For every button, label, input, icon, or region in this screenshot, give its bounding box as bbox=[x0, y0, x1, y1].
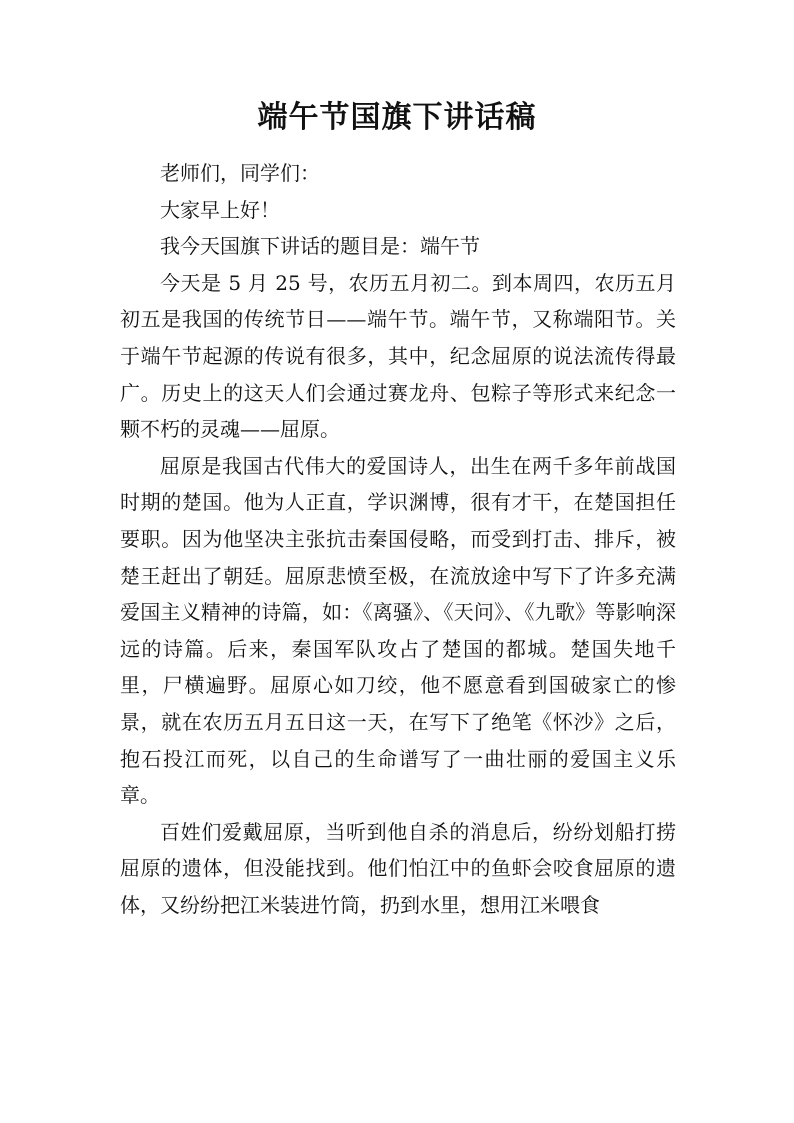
greeting-paragraph: 大家早上好！ bbox=[160, 197, 280, 222]
page-title: 端午节国旗下讲话稿 bbox=[257, 100, 537, 135]
document-body bbox=[120, 155, 676, 923]
topic-paragraph: 我今天国旗下讲话的题目是：端午节 bbox=[160, 234, 480, 259]
salutation-paragraph: 老师们，同学们： bbox=[160, 161, 320, 185]
quyuan-paragraph: 屈原是我国古代伟大的爱国诗人，出生在两千多年前战国时期的楚国。他为人正直，学识渊博，很有才干，在楚国担任要职。因为他坚决主张抗击秦国侵略，而受到打击、排斥，被楚王赶出了朝廷。屈原悲愤至极，在流放途中写下了许多充满爱国主义精神的诗篇，如：《离骚》、《天问》、《九歌》等影响深远的诗篇。后来，秦国军队攻占了楚国的都城。楚国失地千里，尸横遍野。屈原心如刀绞，他不愿意看到国破家亡的惨景，就在农历五月五日这一天，在写下了绝笔《怀沙》之后，抱石投江而死，以自己的生命谱写了一曲壮丽的爱国主义乐章。 bbox=[120, 453, 676, 808]
people-paragraph: 百姓们爱戴屈原，当听到他自杀的消息后，纷纷划船打捞屈原的遗体，但没能找到。他们怕江中的鱼虾会咬食屈原的遗体，又纷纷把江米装进竹筒，扔到水里，想用江米喂食 bbox=[120, 819, 676, 917]
intro-paragraph: 今天是 5 月 25 号，农历五月初二。到本周四，农历五月初五是我国的传统节日——端午节。端午节，又称端阳节。关于端午节起源的传说有很多，其中，纪念屈原的说法流传得最广。历史上的这天人们会通过赛龙舟、包粽子等形式来纪念一颗不朽的灵魂——屈原。 bbox=[120, 270, 676, 442]
